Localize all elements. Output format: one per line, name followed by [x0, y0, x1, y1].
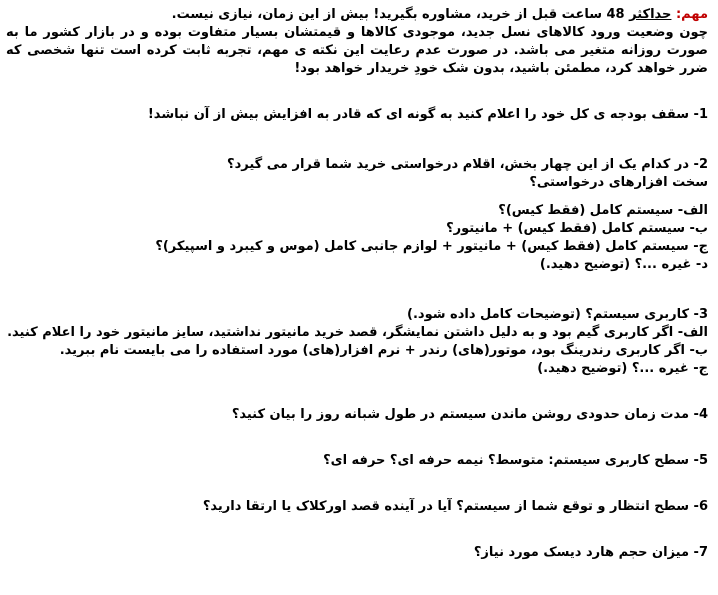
question-2-option-be: ب- سیستم کامل (فقط کیس) + مانیتور؟ [446, 221, 708, 236]
intro-line-1-rest: 48 ساعت قبل از خرید، مشاوره بگیرید! بیش از این زمان، نیازی نیست. [171, 7, 630, 22]
question-2-subline: سخت افزارهای درخواستی؟ [529, 175, 708, 190]
question-3: 3- کاربری سیستم؟ (توضیحات کامل داده شود.) [407, 307, 708, 322]
question-3-option-alef: الف- اگر کاربری گیم بود و به دلیل داشتن نمایشگر، قصد خرید مانیتور نداشتید، سایز مانیتور خود را اعلام کنید. [7, 325, 708, 340]
intro-line-1 [6, 6, 708, 24]
maximum-word: حداکثر [629, 7, 672, 22]
question-7: 7- میزان حجم هارد دیسک مورد نیاز؟ [473, 545, 708, 560]
intro-line-2: چون وضعیت ورود کالاهای نسل جدید، موجودی کالاها و قیمتشان بسیار متفاوت بوده و در بازار کشور ما به [6, 25, 708, 40]
question-6: 6- سطح انتظار و توقع شما از سیستم؟ آیا در آینده قصد اورکلاک یا ارتقا دارید؟ [202, 499, 708, 514]
question-3-option-jim: ج- غیره ...؟ (توضیح دهید.) [537, 361, 708, 376]
question-4: 4- مدت زمان حدودی روشن ماندن سیستم در طول شبانه روز را بیان کنید؟ [231, 407, 708, 422]
question-2-option-dal: د- غیره ...؟ (توضیح دهید.) [539, 257, 708, 272]
question-2-option-jim: ج- سیستم کامل (فقط کیس) + مانیتور + لوازم جانبی کامل (موس و کیبرد و اسپیکر)؟ [155, 239, 708, 254]
intro-line-4: ضرر خواهد کرد، مطمئن باشید، بدون شک خودِ خریدار خواهد بود! [294, 61, 708, 76]
question-2-option-alef: الف- سیستم کامل (فقط کیس)؟ [498, 203, 708, 218]
important-label: مهم: [675, 7, 708, 22]
question-3-option-be: ب- اگر کاربری رندرینگ بود، موتور(های) رندر + نرم افزار(های) مورد استفاده را می بایست نام ببرید. [59, 343, 708, 358]
question-5: 5- سطح کاربری سیستم: متوسط؟ نیمه حرفه ای؟ حرفه ای؟ [323, 453, 708, 468]
questionnaire-document [6, 6, 708, 562]
question-1: 1- سقف بودجه ی کل خود را اعلام کنید به گونه ای که قادر به افزایش بیش از آن نباشد! [147, 107, 708, 122]
intro-line-3: صورت روزانه متغیر می باشد. در صورت عدم رعایت این نکته ی مهم، تجربه ثابت کرده است تنها شخصی که [6, 43, 708, 58]
question-2: 2- در کدام یک از این چهار بخش، اقلام درخواستی خرید شما قرار می گیرد؟ [227, 157, 708, 172]
